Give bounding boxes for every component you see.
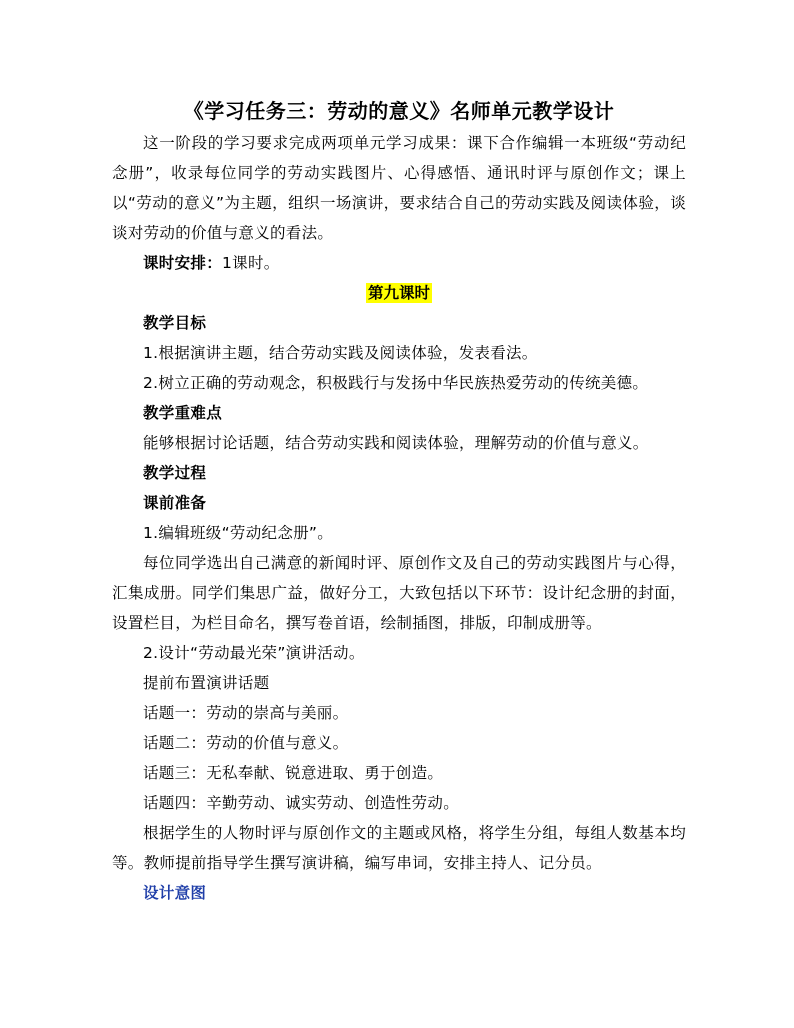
design-intent-heading: 设计意图 (143, 884, 207, 902)
document-page (112, 96, 686, 908)
grouping-paragraph: 根据学生的人物时评与原创作文的主题或风格，将学生分组，每组人数基本均等。教师提前指导学生撰写演讲稿，编写串词，安排主持人、记分员。 (112, 824, 686, 872)
document-title: 《学习任务三：劳动的意义》名师单元教学设计 (183, 99, 615, 123)
schedule-value: 1课时。 (222, 254, 280, 272)
key-points-heading: 教学重难点 (143, 404, 223, 422)
lesson-title-wrap (112, 278, 686, 308)
lesson-title: 第九课时 (367, 284, 430, 302)
goal-item-1: 1.根据演讲主题，结合劳动实践及阅读体验，发表看法。 (143, 344, 538, 362)
topic-item-1: 话题一：劳动的崇高与美丽。 (143, 704, 349, 722)
prep-step-1-detail: 每位同学选出自己满意的新闻时评、原创作文及自己的劳动实践图片与心得，汇集成册。同学们集思广益，做好分工，大致包括以下环节：设计纪念册的封面，设置栏目，为栏目命名，撰写卷首语，绘制插图，排版，印制成册等。 (112, 554, 686, 632)
topics-intro: 提前布置演讲话题 (143, 674, 270, 692)
topic-item-2: 话题二：劳动的价值与意义。 (143, 734, 349, 752)
schedule-line (112, 248, 686, 278)
topic-item-3: 话题三：无私奉献、锐意进取、勇于创造。 (143, 764, 444, 782)
topic-item-4: 话题四：辛勤劳动、诚实劳动、创造性劳动。 (143, 794, 460, 812)
key-points-text: 能够根据讨论话题，结合劳动实践和阅读体验，理解劳动的价值与意义。 (143, 434, 649, 452)
prep-step-2: 2.设计“劳动最光荣”演讲活动。 (143, 644, 365, 662)
goal-item-2: 2.树立正确的劳动观念，积极践行与发扬中华民族热爱劳动的传统美德。 (143, 374, 649, 392)
process-heading: 教学过程 (143, 464, 207, 482)
prep-step-1: 1.编辑班级“劳动纪念册”。 (143, 524, 334, 542)
prep-heading: 课前准备 (143, 494, 207, 512)
schedule-label: 课时安排： (143, 254, 223, 272)
goals-heading: 教学目标 (143, 314, 207, 332)
intro-paragraph: 这一阶段的学习要求完成两项单元学习成果：课下合作编辑一本班级“劳动纪念册”，收录每位同学的劳动实践图片、心得感悟、通讯时评与原创作文；课上以“劳动的意义”为主题，组织一场演讲，要求结合自己的劳动实践及阅读体验，谈谈对劳动的价值与意义的看法。 (112, 134, 686, 242)
